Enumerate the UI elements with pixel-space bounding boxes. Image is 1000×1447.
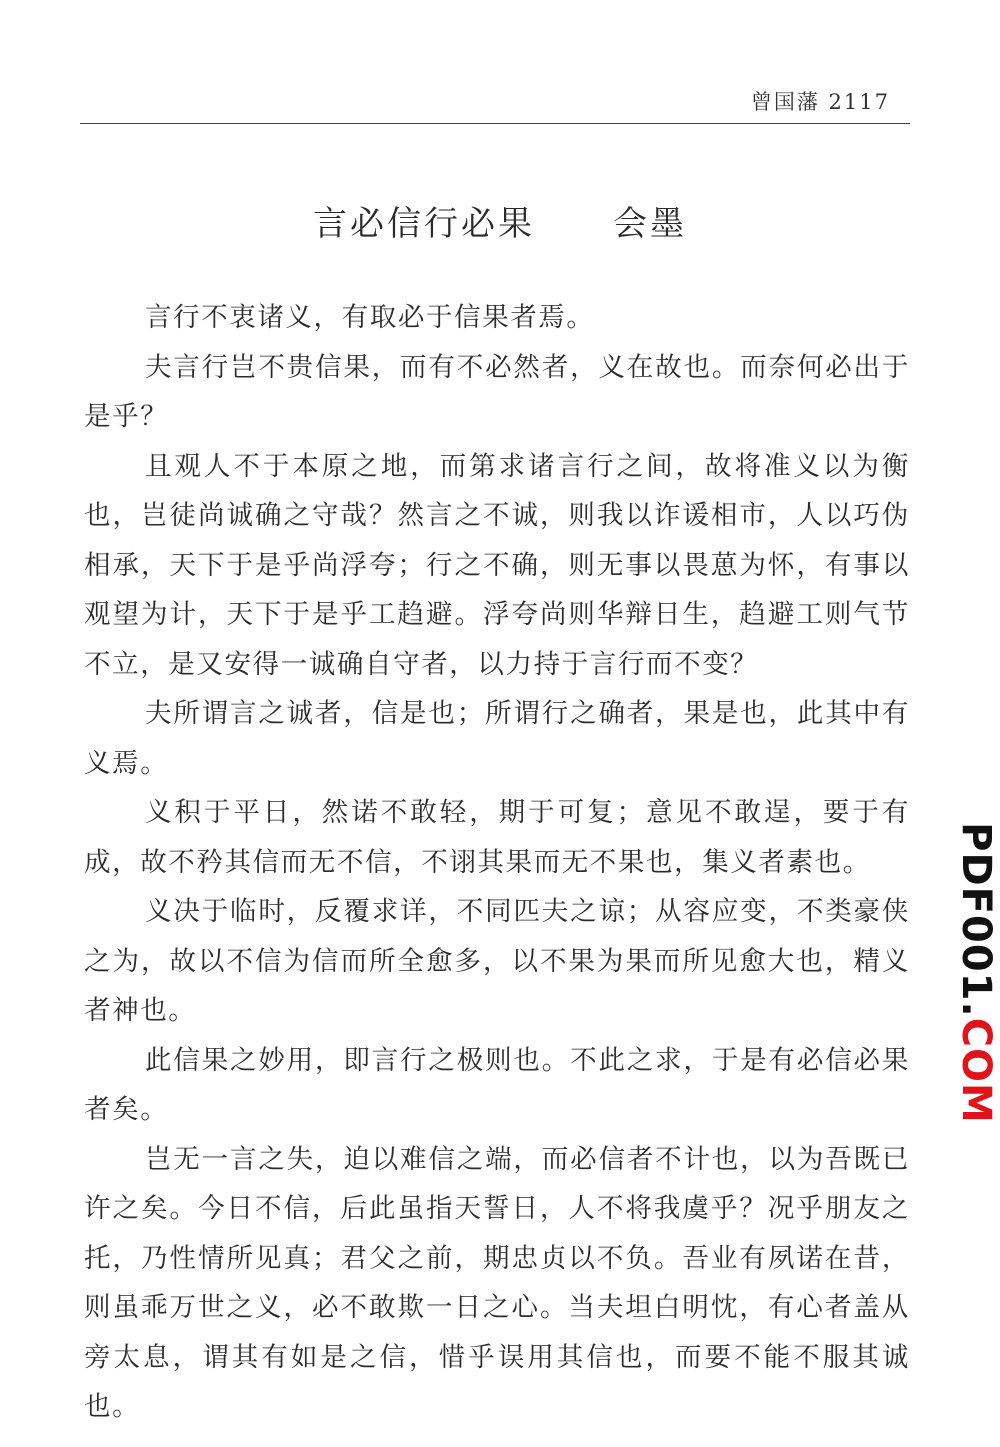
- watermark-accent: COM: [953, 1017, 999, 1124]
- paragraph-3: 且观人不于本原之地，而第求诸言行之间，故将准义以为衡也，岂徒尚诚确之守哉？然言之不诚，则我以诈谖相市，人以巧伪相承，天下于是乎尚浮夸；行之不确，则无事以畏葸为怀，有事以观望为计，天下于是乎工趋避。浮夸尚则华辩日生，趋避工则气节不立，是又安得一诚确自守者，以力持于言行而不变？: [84, 450, 910, 680]
- paragraph-6: 义决于临时，反覆求详，不同匹夫之谅；从容应变，不类豪侠之为，故以不信为信而所全愈多，以不果为果而所见愈大也，精义者神也。: [84, 896, 910, 1026]
- paragraph-2: 夫言行岂不贵信果，而有不必然者，义在故也。而奈何必出于是乎？: [84, 351, 910, 432]
- running-head: 曾国藩 2117: [750, 90, 890, 114]
- watermark-text: [953, 822, 999, 1124]
- header-rule: [80, 123, 910, 124]
- essay-author: 会墨: [613, 204, 687, 244]
- essay-body: [84, 293, 910, 1432]
- paragraph-5: 义积于平日，然诺不敢轻，期于可复；意见不敢逞，要于有成，故不矜其信而无不信，不诩其果而无不果也，集义者素也。: [84, 797, 910, 878]
- paragraph-7: 此信果之妙用，即言行之极则也。不此之求，于是有必信必果者矣。: [84, 1044, 910, 1125]
- essay-title: 言必信行必果: [313, 204, 535, 244]
- watermark: [953, 822, 999, 1124]
- paragraph-1: 言行不衷诸义，有取必于信果者焉。: [144, 302, 595, 333]
- essay-title-row: [0, 196, 1000, 245]
- paragraph-8: 岂无一言之失，迫以难信之端，而必信者不计也，以为吾既已许之矣。今日不信，后此虽指天誓日，人不将我虞乎？况乎朋友之托，乃性情所见真；君父之前，期忠贞以不负。吾业有夙诺在昔，则虽乖万世之义，必不敢欺一日之心。当夫坦白明忱，有心者盖从旁太息，谓其有如是之信，惜乎误用其信也，而要不能不服其诚也。: [84, 1143, 910, 1422]
- watermark-main: PDF001.: [953, 822, 999, 1018]
- paragraph-4: 夫所谓言之诚者，信是也；所谓行之确者，果是也，此其中有义焉。: [84, 698, 910, 779]
